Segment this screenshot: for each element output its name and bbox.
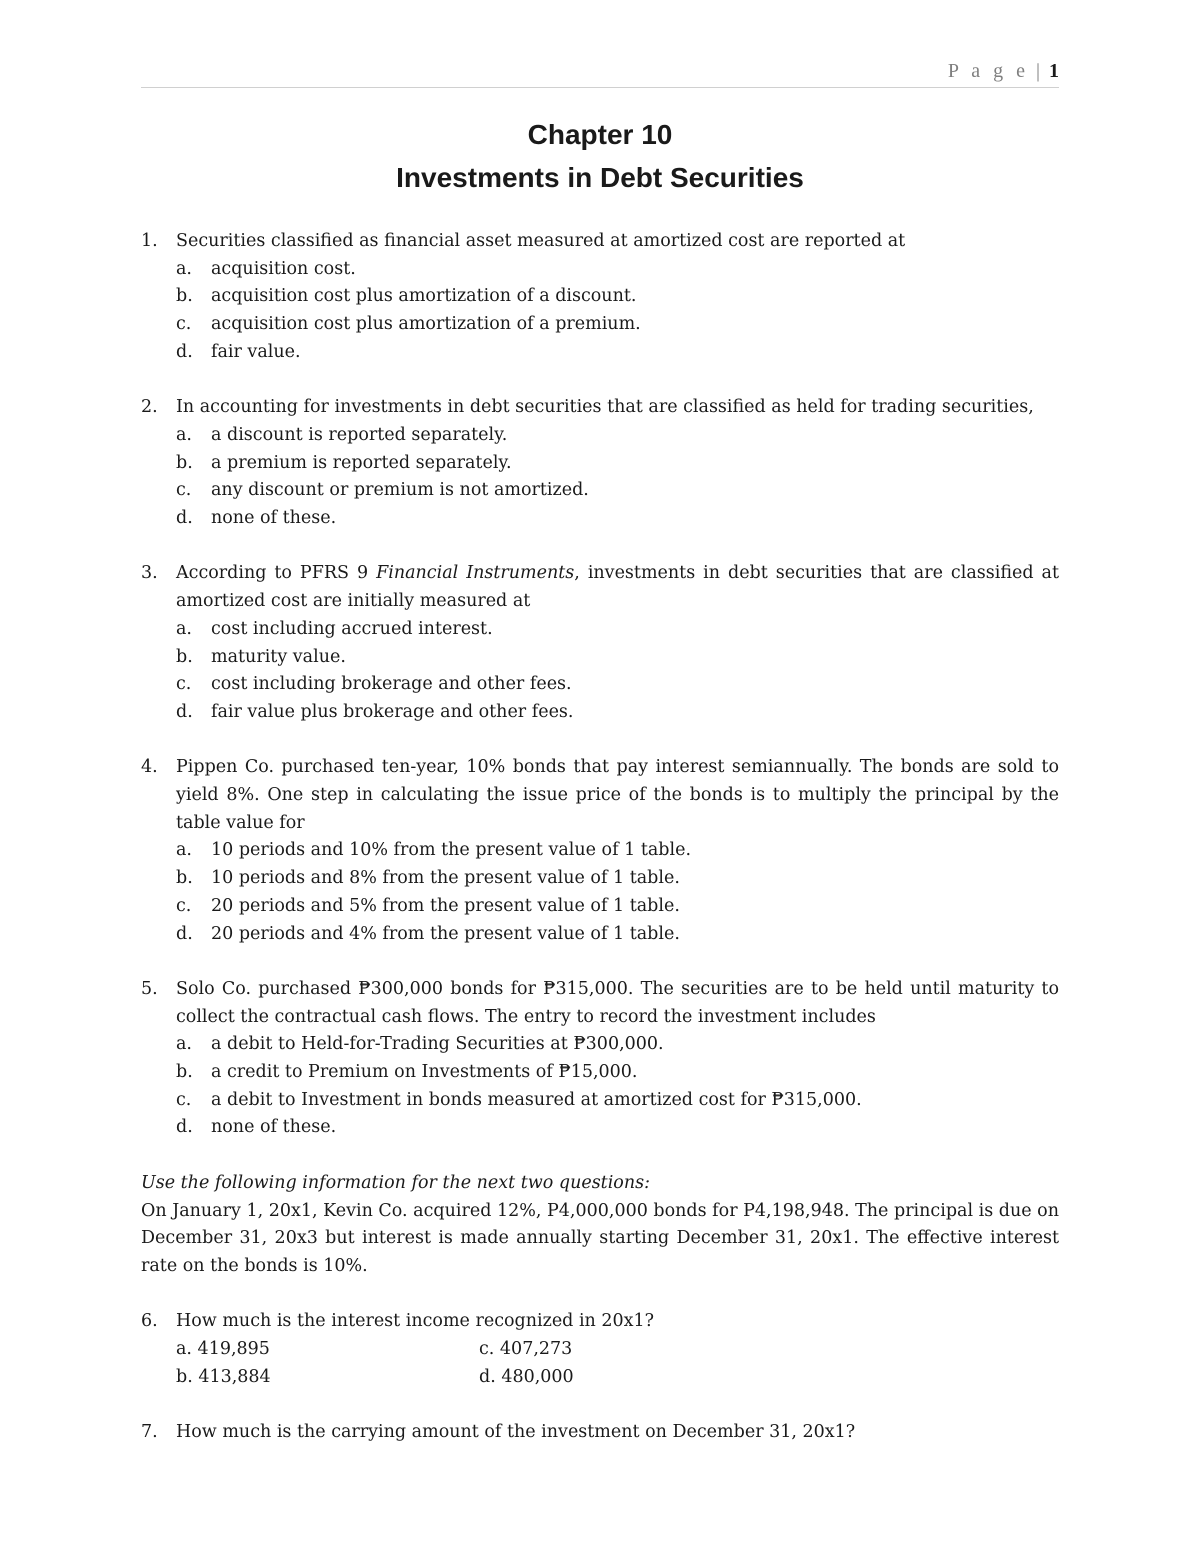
option-a [176, 1031, 1059, 1059]
answer-choices [176, 1336, 1059, 1391]
option-c [176, 671, 1059, 699]
option-text: fair value plus brokerage and other fees. [211, 701, 574, 722]
option-letter: a. [176, 424, 192, 445]
chapter-subtitle: Investments in Debt Securities [396, 162, 804, 193]
question-stem: Securities classified as financial asset measured at amortized cost are reported at [176, 231, 906, 251]
option-text: 10 periods and 8% from the present value of 1 table. [211, 868, 680, 889]
option-letter: a. [176, 618, 192, 639]
option-text: 10 periods and 10% from the present value of 1 table. [211, 840, 692, 861]
option-letter: b. [176, 646, 193, 667]
page-header [141, 60, 1059, 83]
question-number: 7. [141, 1422, 158, 1443]
option-letter: a. [176, 258, 192, 279]
option-text: a debit to Investment in bonds measured at amortized cost for ₱315,000. [211, 1089, 862, 1110]
option-text: 20 periods and 5% from the present value of 1 table. [211, 895, 680, 916]
question-stem [176, 560, 1059, 615]
question-list [141, 228, 1059, 1447]
option-text: a discount is reported separately. [211, 424, 508, 445]
option-b [176, 644, 1059, 672]
question-number: 6. [141, 1311, 158, 1332]
option-a [176, 837, 1059, 865]
option-text: none of these. [211, 1117, 337, 1138]
chapter-title [141, 113, 1059, 199]
option-letter: d. [176, 1117, 193, 1138]
question-number: 5. [141, 978, 158, 999]
question-6 [141, 1308, 1059, 1391]
option-letter: c. [176, 314, 192, 335]
page-number: 1 [1049, 60, 1059, 82]
option-text: maturity value. [211, 646, 346, 667]
question-stem: In accounting for investments in debt securities that are classified as held for trading securities, [176, 397, 1034, 418]
option-text: acquisition cost. [211, 258, 356, 279]
option-letter: c. [176, 1089, 192, 1110]
info-paragraph: On January 1, 20x1, Kevin Co. acquired 12%, P4,000,000 bonds for P4,198,948. The principal is due on December 31, 20x3 but interest is made annually starting December 31, 20x1. The effective interest rate on the bonds is 10%. [141, 1200, 1059, 1276]
option-letter: c. [176, 480, 192, 501]
option-letter: a. [176, 1034, 192, 1055]
option-letter: a. [176, 840, 192, 861]
question-stem: Solo Co. purchased ₱300,000 bonds for ₱315,000. The securities are to be held until maturity to collect the contractual cash flows. The entry to record the investment includes [176, 978, 1059, 1027]
choice-b: b. 413,884 [176, 1366, 271, 1387]
option-text: none of these. [211, 508, 337, 529]
question-number: 1. [141, 231, 158, 251]
choice-a: a. 419,895 [176, 1339, 270, 1360]
question-4 [141, 754, 1059, 948]
option-b [176, 1059, 1059, 1087]
option-text: cost including brokerage and other fees. [211, 674, 572, 695]
option-letter: b. [176, 868, 193, 889]
option-b [176, 283, 1059, 311]
option-letter: d. [176, 508, 193, 529]
option-letter: c. [176, 674, 192, 695]
option-letter: d. [176, 923, 193, 944]
option-d [176, 921, 1059, 949]
option-text: a credit to Premium on Investments of ₱15,000. [211, 1062, 638, 1083]
option-a [176, 422, 1059, 450]
question-stem: How much is the carrying amount of the investment on December 31, 20x1? [176, 1422, 856, 1443]
page-label: P a g e [947, 60, 1029, 82]
standard-title: Financial Instruments [376, 563, 575, 584]
question-7 [141, 1419, 1059, 1447]
option-text: any discount or premium is not amortized. [211, 480, 589, 501]
header-divider [141, 87, 1059, 88]
option-d [176, 699, 1059, 727]
option-a [176, 256, 1059, 284]
option-text: 20 periods and 4% from the present value of 1 table. [211, 923, 680, 944]
question-stem: Pippen Co. purchased ten-year, 10% bonds that pay interest semiannually. The bonds are sold to yield 8%. One step in calculating the issue price of the bonds is to multiply the principal by the table value for [176, 757, 1059, 833]
option-letter: b. [176, 1062, 193, 1083]
option-text: a premium is reported separately. [211, 452, 512, 473]
question-number: 4. [141, 757, 158, 778]
question-number: 3. [141, 563, 158, 584]
option-text: cost including accrued interest. [211, 618, 493, 639]
option-d [176, 339, 1059, 367]
option-letter: b. [176, 452, 193, 473]
question-1 [141, 228, 1059, 367]
option-d [176, 1114, 1059, 1142]
option-text: acquisition cost plus amortization of a discount. [211, 286, 637, 307]
stem-text: According to PFRS 9 [176, 563, 377, 584]
option-letter: d. [176, 341, 193, 362]
question-5 [141, 976, 1059, 1142]
question-3 [141, 560, 1059, 726]
option-c [176, 893, 1059, 921]
question-number: 2. [141, 397, 158, 418]
option-text: fair value. [211, 341, 301, 362]
option-letter: c. [176, 895, 192, 916]
option-letter: d. [176, 701, 193, 722]
stem-text: , investments in debt securities that are classified at amortized cost are initially measured at [176, 563, 1059, 612]
shared-information [141, 1170, 1059, 1281]
choice-d: d. 480,000 [479, 1366, 574, 1387]
info-heading: Use the following information for the next two questions: [141, 1172, 650, 1193]
option-b [176, 865, 1059, 893]
option-letter: b. [176, 286, 193, 307]
chapter-number: Chapter 10 [527, 119, 673, 150]
choice-c: c. 407,273 [479, 1339, 573, 1360]
option-a [176, 616, 1059, 644]
option-text: acquisition cost plus amortization of a premium. [211, 314, 641, 335]
question-stem: How much is the interest income recognized in 20x1? [176, 1311, 655, 1332]
option-text: a debit to Held-for-Trading Securities at ₱300,000. [211, 1034, 664, 1055]
option-d [176, 505, 1059, 533]
question-2 [141, 394, 1059, 533]
option-b [176, 450, 1059, 478]
option-c [176, 477, 1059, 505]
option-c [176, 1087, 1059, 1115]
option-c [176, 311, 1059, 339]
page-separator: | [1035, 60, 1040, 82]
